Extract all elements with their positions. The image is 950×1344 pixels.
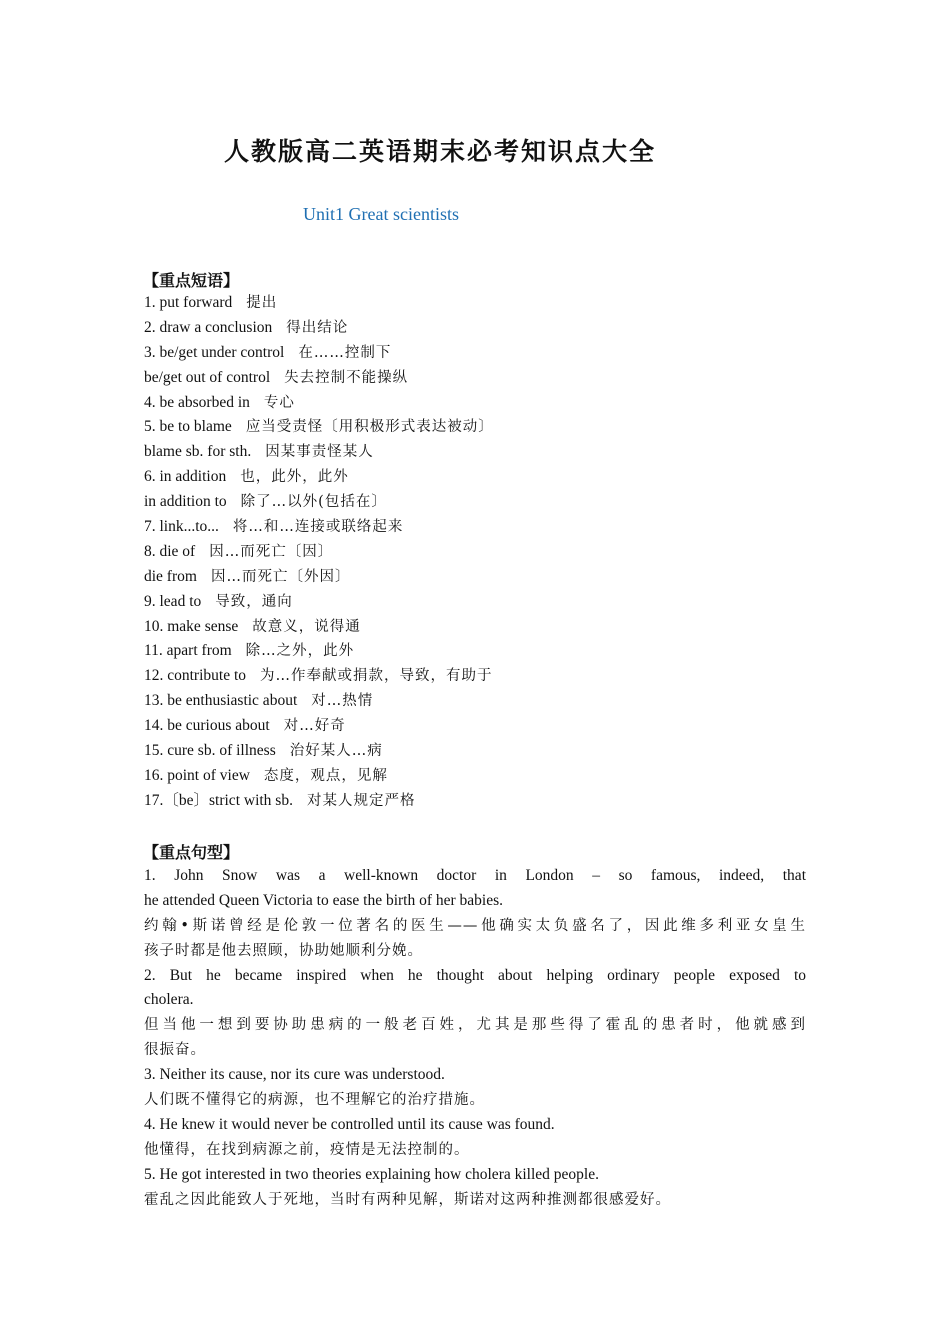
phrases-heading: 【重点短语】	[143, 271, 240, 290]
phrase-english: 7. link...to...	[144, 518, 219, 536]
phrase-chinese: 态度，观点，见解	[263, 767, 388, 784]
sentence-translation-line: 很振奋。	[144, 1042, 206, 1059]
phrase-chinese: 应当受责怪〔用积极形式表达被动〕	[245, 419, 494, 436]
phrase-item	[144, 565, 806, 590]
phrase-english: 3. be/get under control	[144, 343, 285, 361]
phrase-item	[144, 316, 806, 341]
phrase-english: 12. contribute to	[144, 667, 247, 685]
phrase-chinese: 因…而死亡〔因〕	[209, 543, 334, 560]
phrase-chinese: 对某人规定严格	[306, 792, 416, 809]
phrase-chinese: 也，此外，此外	[240, 469, 349, 486]
phrase-item	[144, 615, 806, 640]
phrase-item	[144, 714, 806, 739]
phrase-english: 13. be enthusiastic about	[144, 692, 298, 710]
page-title: 人教版高二英语期末必考知识点大全	[223, 137, 656, 166]
sentence-english-line: he attended Queen Victoria to ease the birth of her babies.	[144, 891, 504, 909]
phrase-english: 11. apart from	[144, 642, 232, 660]
phrase-chinese: 因…而死亡〔外因〕	[210, 568, 351, 585]
phrase-english: 17.〔be〕strict with sb.	[144, 791, 293, 809]
phrase-item	[144, 440, 806, 465]
phrase-item	[144, 341, 806, 366]
sentence-english-line: 4. He knew it would never be controlled until its cause was found.	[144, 1115, 555, 1133]
phrase-chinese: 导致，通向	[215, 593, 293, 610]
phrase-item	[144, 490, 806, 515]
sentence-translation-line: 孩子时都是他去照顾，协助她顺利分娩。	[144, 942, 423, 959]
phrase-english: 4. be absorbed in	[144, 393, 250, 411]
phrase-chinese: 对…热情	[311, 693, 374, 710]
unit-title: Unit1 Great scientists	[303, 204, 459, 224]
phrase-chinese: 除…之外，此外	[245, 643, 355, 660]
phrase-item	[144, 590, 806, 615]
phrase-item	[144, 291, 806, 316]
phrase-english: 6. in addition	[144, 468, 227, 486]
phrase-item	[144, 664, 806, 689]
phrase-item	[144, 465, 806, 490]
sentence-translation-line: 人们既不懂得它的病源，也不理解它的治疗措施。	[144, 1092, 485, 1109]
phrase-item	[144, 789, 806, 814]
phrase-item	[144, 366, 806, 391]
phrase-english: 2. draw a conclusion	[144, 318, 273, 336]
phrase-item	[144, 515, 806, 540]
phrase-english: be/get out of control	[144, 368, 271, 386]
phrase-chinese: 得出结论	[286, 319, 349, 336]
phrase-chinese: 将…和…连接或联络起来	[232, 519, 404, 536]
sentence-translation-line: 约翰•斯诺曾经是伦敦一位著名的医生——他确实太负盛名了，因此维多利亚女皇生	[144, 917, 806, 934]
phrase-chinese: 除了…以外(包括在〕	[240, 494, 387, 511]
phrase-chinese: 因某事责怪某人	[265, 444, 374, 461]
phrase-chinese: 治好某人…病	[289, 743, 383, 760]
phrase-chinese: 对…好奇	[283, 718, 346, 735]
phrase-chinese: 提出	[246, 295, 278, 311]
phrase-list	[144, 291, 806, 814]
sentence-english-line: 2. But he became inspired when he thought about helping ordinary people exposed to	[144, 966, 806, 984]
phrase-english: 5. be to blame	[144, 418, 232, 436]
phrase-english: 16. point of view	[144, 766, 250, 784]
sentence-translation-line: 霍乱之因此能致人于死地，当时有两种见解，斯诺对这两种推测都很感爱好。	[144, 1191, 671, 1208]
phrase-english: 15. cure sb. of illness	[144, 742, 276, 760]
sentence-english-line: cholera.	[144, 991, 194, 1009]
phrase-chinese: 失去控制不能操纵	[284, 369, 409, 386]
phrase-english: 10. make sense	[144, 617, 239, 635]
sentences-heading: 【重点句型】	[143, 843, 240, 862]
sentence-list	[144, 864, 806, 1212]
phrase-english: 8. die of	[144, 542, 196, 560]
sentence-english-line: 5. He got interested in two theories explaining how cholera killed people.	[144, 1165, 599, 1183]
sentence-english-line: 1. John Snow was a well-known doctor in London – so famous, indeed, that	[144, 867, 806, 884]
phrase-item	[144, 689, 806, 714]
sentence-english-line: 3. Neither its cause, nor its cure was understood.	[144, 1066, 445, 1084]
phrase-english: 14. be curious about	[144, 717, 270, 735]
phrase-item	[144, 764, 806, 789]
phrase-item	[144, 391, 806, 416]
phrase-english: die from	[144, 567, 197, 585]
phrase-chinese: 在……控制下	[298, 344, 392, 361]
phrase-english: 1. put forward	[144, 294, 233, 311]
sentence-translation-line: 他懂得，在找到病源之前，疫情是无法控制的。	[144, 1141, 470, 1158]
phrase-english: blame sb. for sth.	[144, 443, 252, 461]
phrase-item	[144, 639, 806, 664]
phrase-english: in addition to	[144, 493, 227, 511]
phrase-item	[144, 739, 806, 764]
phrase-chinese: 专心	[263, 394, 295, 411]
phrase-english: 9. lead to	[144, 592, 202, 610]
phrase-chinese: 为…作奉献或捐款，导致，有助于	[260, 668, 493, 685]
phrase-item	[144, 415, 806, 440]
phrase-chinese: 故意义，说得通	[252, 618, 361, 635]
phrase-item	[144, 540, 806, 565]
sentence-translation-line: 但当他一想到要协助患病的一般老百姓，尤其是那些得了霍乱的患者时，他就感到	[144, 1017, 806, 1034]
